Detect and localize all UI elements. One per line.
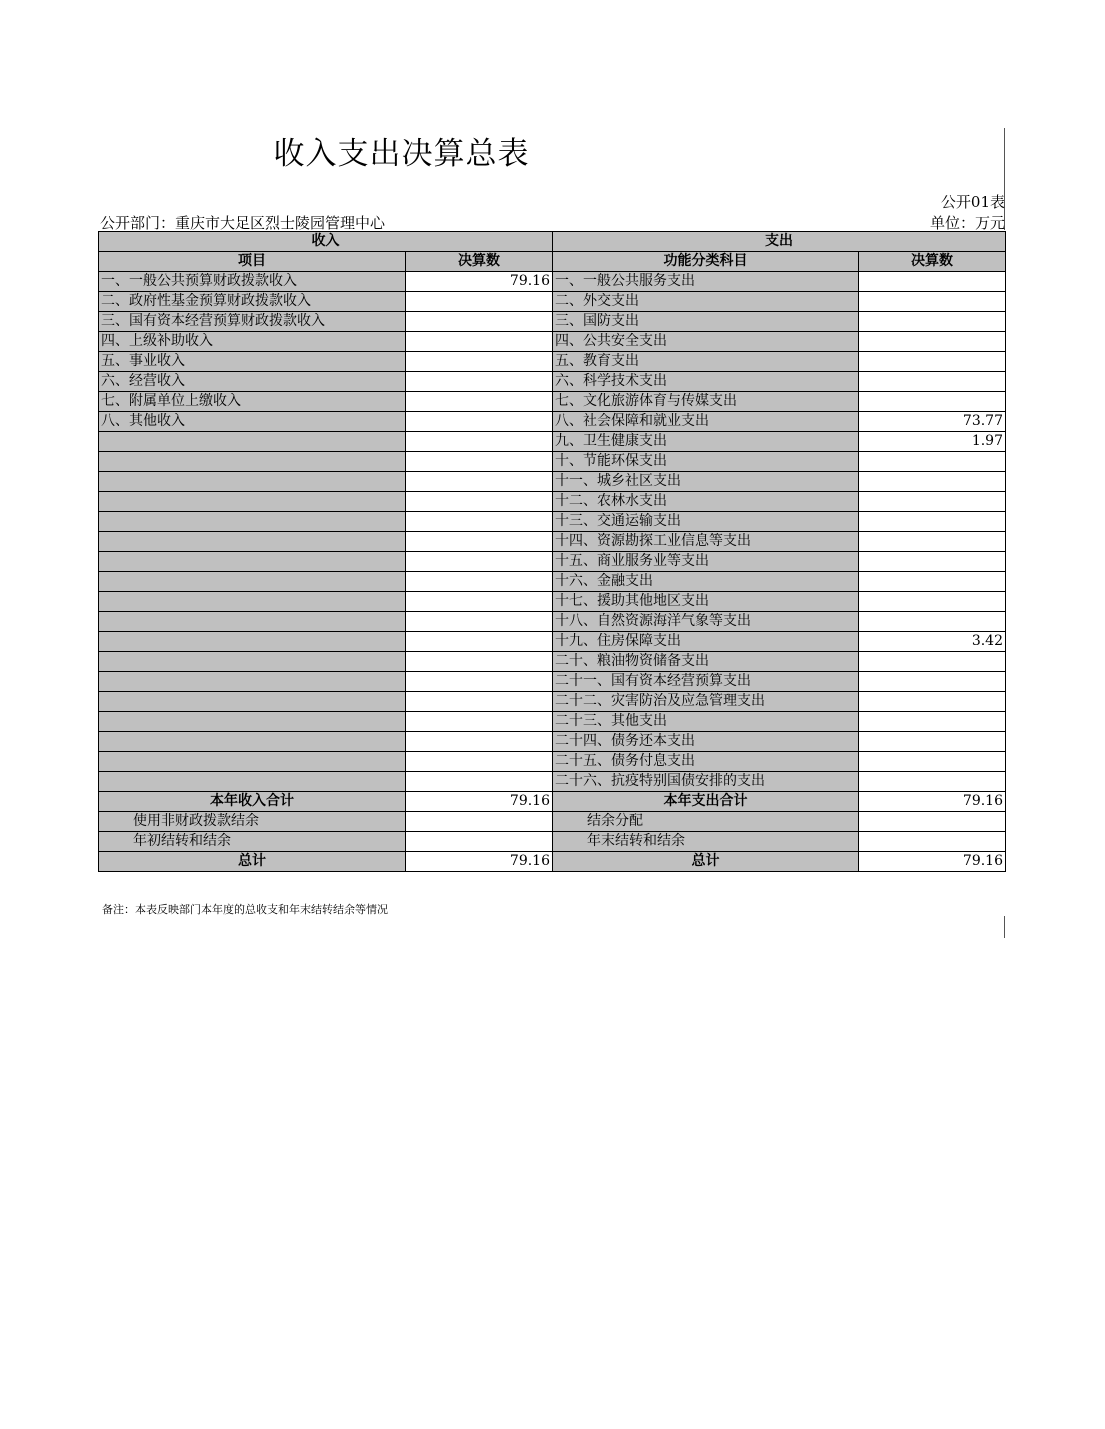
income-value-cell	[406, 472, 553, 492]
table-row	[99, 692, 1006, 712]
income-value-cell	[406, 752, 553, 772]
extra-income-label: 使用非财政拨款结余	[99, 812, 406, 832]
expense-subtotal-label: 本年支出合计	[553, 792, 859, 812]
income-item-cell	[99, 452, 406, 472]
income-value-cell	[406, 672, 553, 692]
income-value-cell	[406, 612, 553, 632]
extra-expense-value	[859, 812, 1006, 832]
expense-item-cell: 十四、资源勘探工业信息等支出	[553, 532, 859, 552]
expense-value-cell	[859, 572, 1006, 592]
expense-item-cell: 九、卫生健康支出	[553, 432, 859, 452]
expense-item-cell: 十八、自然资源海洋气象等支出	[553, 612, 859, 632]
expense-value-cell	[859, 552, 1006, 572]
expense-value-cell	[859, 752, 1006, 772]
income-value-cell	[406, 412, 553, 432]
income-value-cell	[406, 552, 553, 572]
page-title: 收入支出决算总表	[273, 136, 530, 172]
total-row	[99, 852, 1006, 872]
table-footer	[99, 792, 1006, 872]
table-row	[99, 632, 1006, 652]
extra-expense-label: 年末结转和结余	[553, 832, 859, 852]
expense-value-cell	[859, 772, 1006, 792]
footnote: 备注：本表反映部门本年度的总收支和年末结转结余等情况	[102, 903, 388, 916]
expense-value-cell	[859, 712, 1006, 732]
table-row	[99, 552, 1006, 572]
table-row	[99, 512, 1006, 532]
income-item-cell	[99, 732, 406, 752]
expense-value-cell	[859, 472, 1006, 492]
table-row	[99, 272, 1006, 292]
expense-item-cell: 三、国防支出	[553, 312, 859, 332]
income-item-cell	[99, 492, 406, 512]
income-item-cell	[99, 552, 406, 572]
income-value-cell: 79.16	[406, 272, 553, 292]
table-row	[99, 772, 1006, 792]
extra-expense-label: 结余分配	[553, 812, 859, 832]
form-number: 公开01表	[940, 193, 1005, 211]
income-value-cell	[406, 432, 553, 452]
expense-value-cell	[859, 732, 1006, 752]
table-row	[99, 352, 1006, 372]
income-value-cell	[406, 712, 553, 732]
expense-item-cell: 十一、城乡社区支出	[553, 472, 859, 492]
expense-value-cell	[859, 672, 1006, 692]
table-row	[99, 572, 1006, 592]
income-item-cell	[99, 672, 406, 692]
expense-item-cell: 十五、商业服务业等支出	[553, 552, 859, 572]
table-row	[99, 312, 1006, 332]
income-value-cell	[406, 452, 553, 472]
table-row	[99, 592, 1006, 612]
income-item-cell: 八、其他收入	[99, 412, 406, 432]
expense-item-cell: 二十四、债务还本支出	[553, 732, 859, 752]
income-header: 收入	[99, 232, 553, 252]
expense-item-cell: 二十三、其他支出	[553, 712, 859, 732]
income-item-cell	[99, 652, 406, 672]
income-item-cell	[99, 632, 406, 652]
income-value-cell	[406, 372, 553, 392]
table-row	[99, 672, 1006, 692]
expense-item-cell: 十二、农林水支出	[553, 492, 859, 512]
expense-value-cell	[859, 292, 1006, 312]
budget-table	[98, 231, 1006, 872]
expense-value-cell: 1.97	[859, 432, 1006, 452]
expense-value-cell	[859, 272, 1006, 292]
expense-value-cell	[859, 332, 1006, 352]
table-row	[99, 752, 1006, 772]
expense-value-cell	[859, 452, 1006, 472]
expense-item-cell: 二十、粮油物资储备支出	[553, 652, 859, 672]
income-value-cell	[406, 532, 553, 552]
expense-value-cell: 73.77	[859, 412, 1006, 432]
extra-income-label: 年初结转和结余	[99, 832, 406, 852]
expense-item-cell: 八、社会保障和就业支出	[553, 412, 859, 432]
table-row	[99, 732, 1006, 752]
income-item-cell: 七、附属单位上缴收入	[99, 392, 406, 412]
income-item-cell	[99, 612, 406, 632]
table-row	[99, 332, 1006, 352]
expense-value-cell	[859, 312, 1006, 332]
table-row	[99, 292, 1006, 312]
expense-value-cell	[859, 372, 1006, 392]
income-value-cell	[406, 352, 553, 372]
expense-amount-header: 决算数	[859, 252, 1006, 272]
expense-value-cell	[859, 652, 1006, 672]
expense-item-cell: 七、文化旅游体育与传媒支出	[553, 392, 859, 412]
expense-value-cell: 3.42	[859, 632, 1006, 652]
table-row	[99, 472, 1006, 492]
table-row	[99, 412, 1006, 432]
income-item-cell	[99, 432, 406, 452]
income-item-cell: 三、国有资本经营预算财政拨款收入	[99, 312, 406, 332]
income-value-cell	[406, 572, 553, 592]
table-row	[99, 392, 1006, 412]
expense-item-cell: 十、节能环保支出	[553, 452, 859, 472]
income-value-cell	[406, 732, 553, 752]
expense-value-cell	[859, 692, 1006, 712]
unit-label: 单位：万元	[929, 214, 1005, 232]
expense-item-cell: 四、公共安全支出	[553, 332, 859, 352]
income-item-cell	[99, 512, 406, 532]
subtotal-row	[99, 792, 1006, 812]
income-total-value: 79.16	[406, 852, 553, 872]
table-row	[99, 612, 1006, 632]
expense-item-cell: 二、外交支出	[553, 292, 859, 312]
expense-item-cell: 一、一般公共服务支出	[553, 272, 859, 292]
income-item-cell	[99, 532, 406, 552]
expense-item-header: 功能分类科目	[553, 252, 859, 272]
expense-value-cell	[859, 492, 1006, 512]
income-item-cell	[99, 712, 406, 732]
expense-value-cell	[859, 592, 1006, 612]
expense-item-cell: 二十二、灾害防治及应急管理支出	[553, 692, 859, 712]
table-row	[99, 432, 1006, 452]
expense-value-cell	[859, 512, 1006, 532]
income-item-cell	[99, 692, 406, 712]
income-total-label: 总计	[99, 852, 406, 872]
income-item-cell: 一、一般公共预算财政拨款收入	[99, 272, 406, 292]
expense-value-cell	[859, 612, 1006, 632]
extra-row	[99, 812, 1006, 832]
income-item-cell: 六、经营收入	[99, 372, 406, 392]
expense-item-cell: 二十一、国有资本经营预算支出	[553, 672, 859, 692]
income-item-cell	[99, 472, 406, 492]
income-item-cell	[99, 592, 406, 612]
expense-value-cell	[859, 352, 1006, 372]
expense-item-cell: 十九、住房保障支出	[553, 632, 859, 652]
extra-income-value	[406, 812, 553, 832]
expense-value-cell	[859, 392, 1006, 412]
income-value-cell	[406, 652, 553, 672]
income-value-cell	[406, 492, 553, 512]
income-subtotal-label: 本年收入合计	[99, 792, 406, 812]
income-amount-header: 决算数	[406, 252, 553, 272]
income-value-cell	[406, 312, 553, 332]
table-row	[99, 372, 1006, 392]
table-row	[99, 712, 1006, 732]
income-value-cell	[406, 512, 553, 532]
income-value-cell	[406, 392, 553, 412]
income-value-cell	[406, 632, 553, 652]
expense-total-label: 总计	[553, 852, 859, 872]
table-row	[99, 452, 1006, 472]
expense-total-value: 79.16	[859, 852, 1006, 872]
income-item-cell: 四、上级补助收入	[99, 332, 406, 352]
department-label: 公开部门：重庆市大足区烈士陵园管理中心	[100, 214, 386, 232]
expense-item-cell: 十七、援助其他地区支出	[553, 592, 859, 612]
extra-expense-value	[859, 832, 1006, 852]
income-item-header: 项目	[99, 252, 406, 272]
income-item-cell	[99, 572, 406, 592]
income-value-cell	[406, 772, 553, 792]
income-item-cell: 二、政府性基金预算财政拨款收入	[99, 292, 406, 312]
table-row	[99, 492, 1006, 512]
income-value-cell	[406, 692, 553, 712]
expense-header: 支出	[553, 232, 1006, 252]
expense-subtotal-value: 79.16	[859, 792, 1006, 812]
table-row	[99, 652, 1006, 672]
expense-item-cell: 六、科学技术支出	[553, 372, 859, 392]
income-value-cell	[406, 332, 553, 352]
expense-item-cell: 十六、金融支出	[553, 572, 859, 592]
table-body	[99, 272, 1006, 792]
income-item-cell	[99, 772, 406, 792]
expense-item-cell: 二十五、债务付息支出	[553, 752, 859, 772]
table-row	[99, 532, 1006, 552]
income-value-cell	[406, 592, 553, 612]
expense-value-cell	[859, 532, 1006, 552]
expense-item-cell: 二十六、抗疫特别国债安排的支出	[553, 772, 859, 792]
income-item-cell: 五、事业收入	[99, 352, 406, 372]
page-edge-line-bottom	[1004, 916, 1005, 938]
extra-income-value	[406, 832, 553, 852]
expense-item-cell: 十三、交通运输支出	[553, 512, 859, 532]
expense-item-cell: 五、教育支出	[553, 352, 859, 372]
income-subtotal-value: 79.16	[406, 792, 553, 812]
extra-row	[99, 832, 1006, 852]
income-value-cell	[406, 292, 553, 312]
income-item-cell	[99, 752, 406, 772]
